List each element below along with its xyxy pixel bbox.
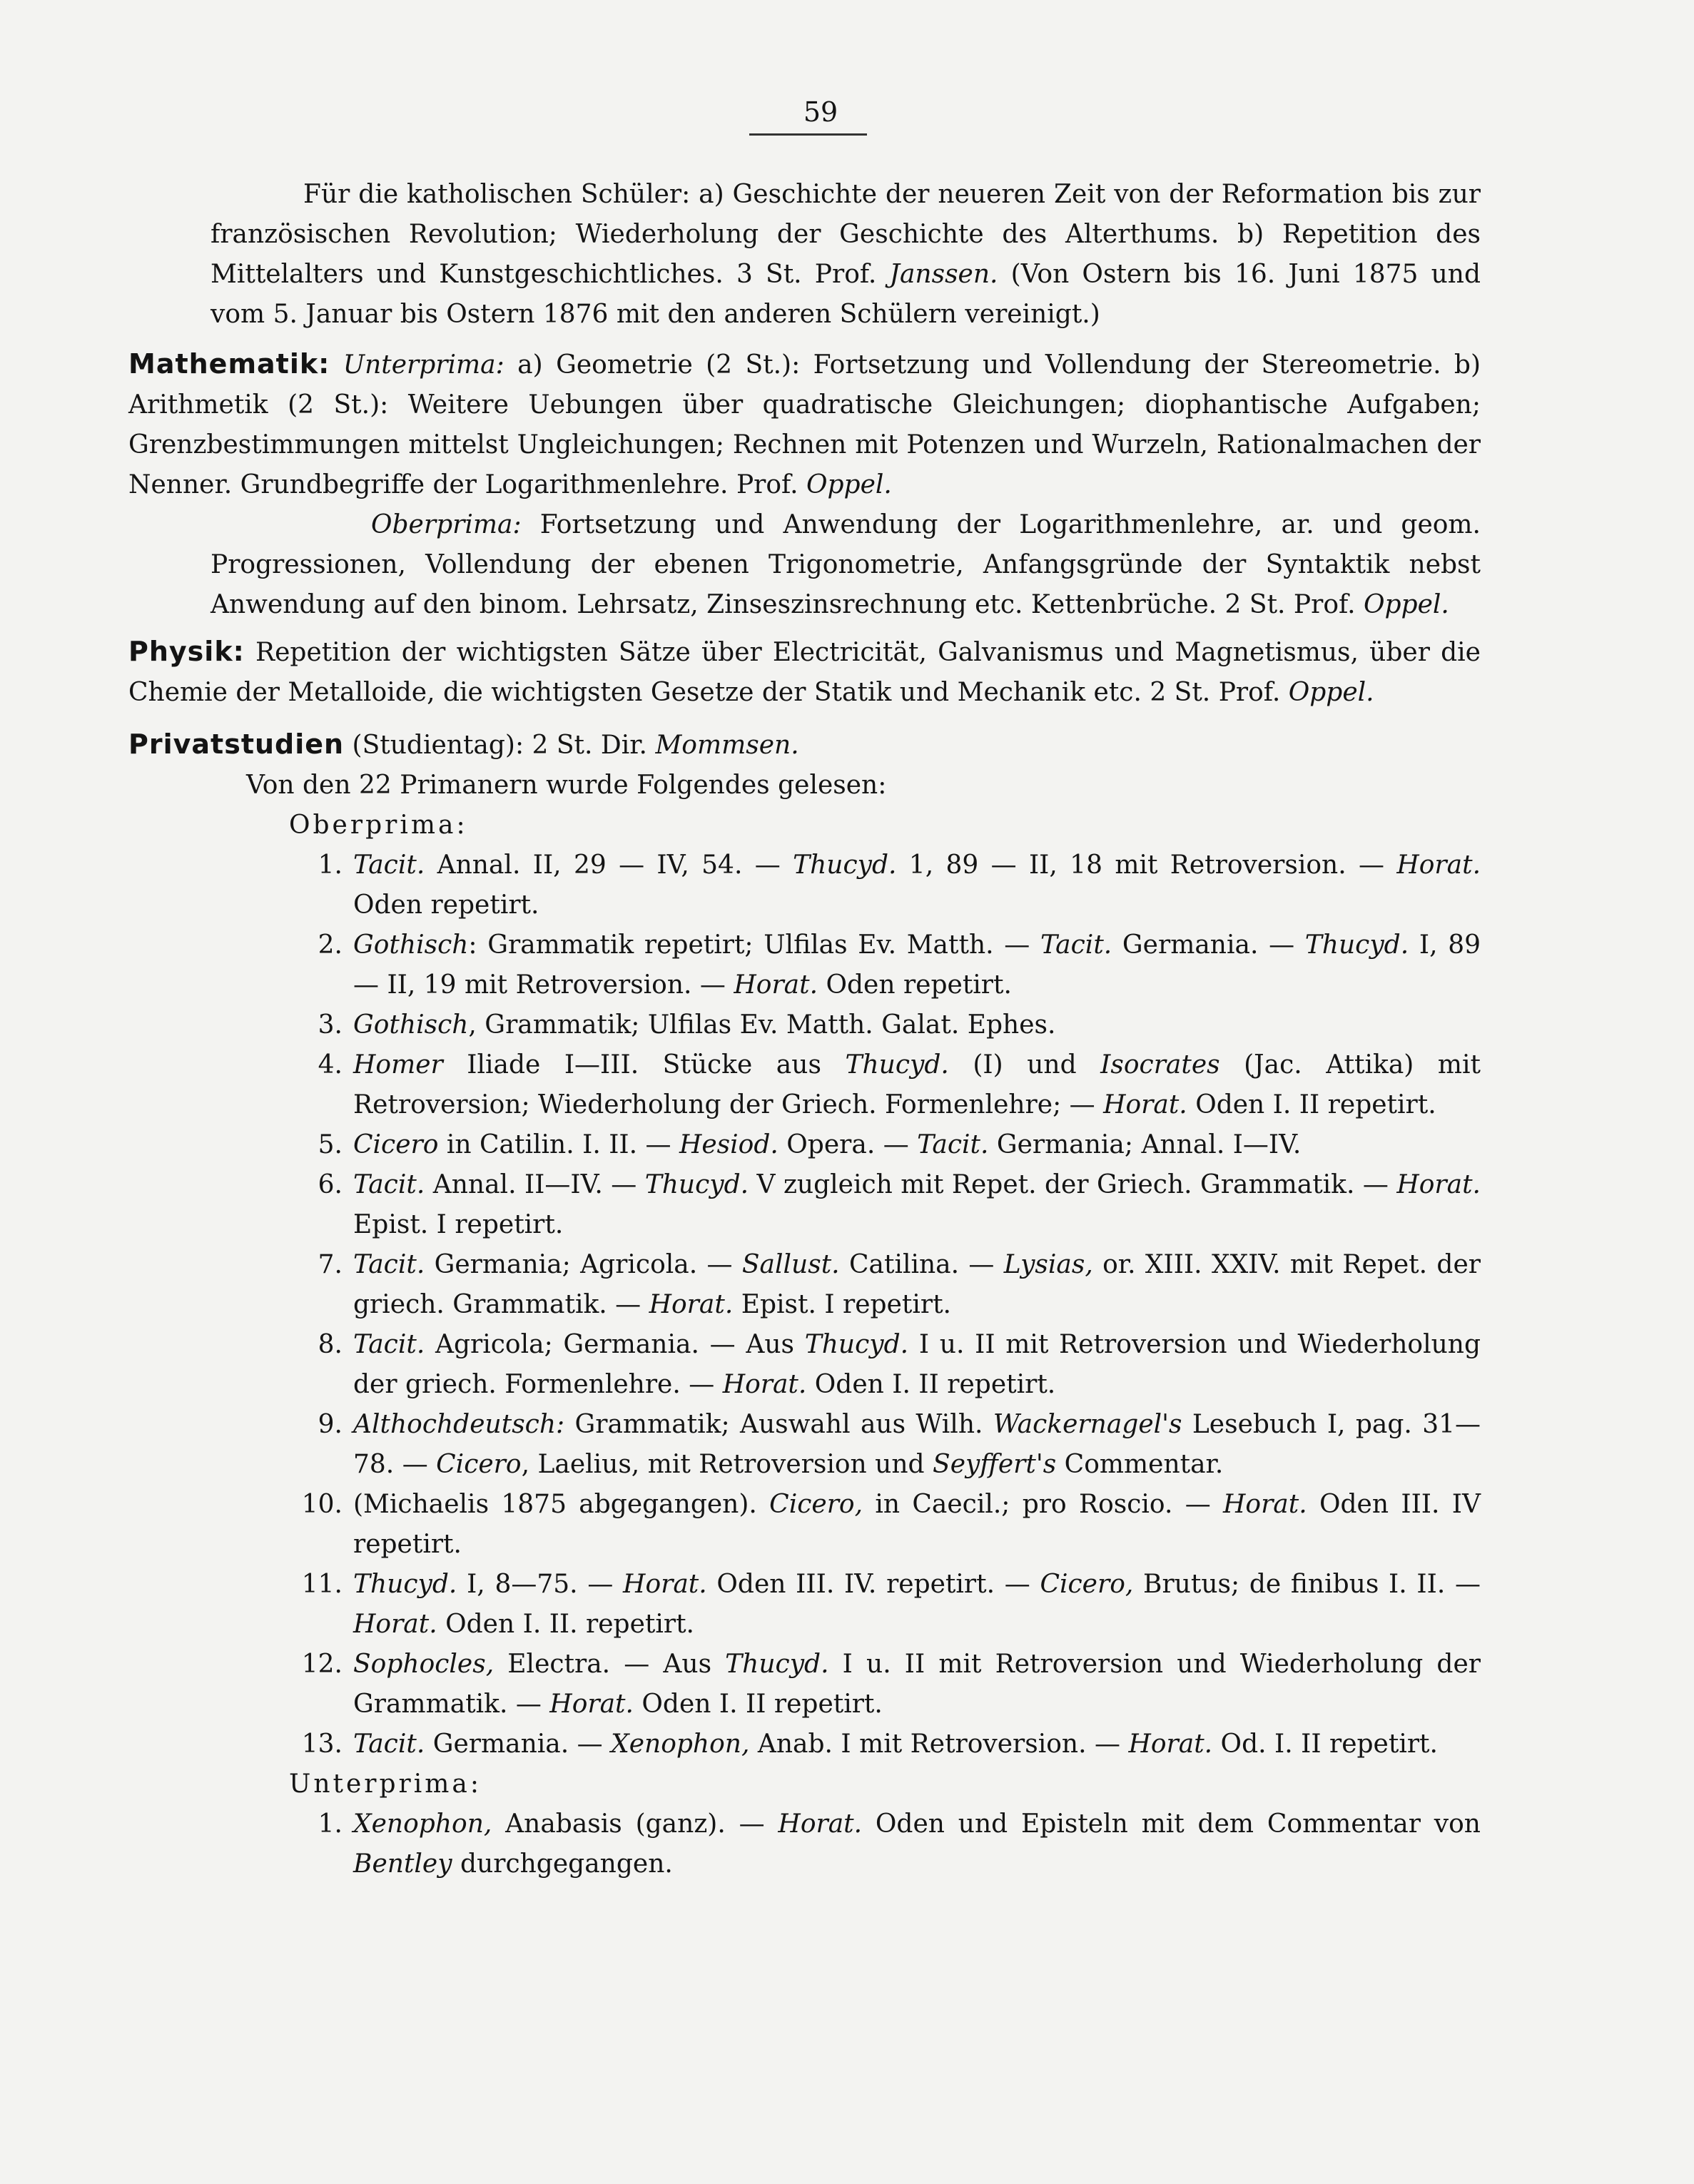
- oberprima-item-text: I u. II mit Retroversion und Wiederholung der Grammatik. —: [353, 1650, 1481, 1719]
- oberprima-item-text: V zugleich mit Repet. der Griech. Grammatik. —: [749, 1170, 1397, 1199]
- oberprima-item-text: Od. I. II repetirt.: [1212, 1730, 1438, 1759]
- oberprima-author-ref: Cicero: [353, 1130, 439, 1159]
- oberprima-author-ref: Horat.: [1103, 1090, 1187, 1119]
- physik-teacher: Oppel.: [1288, 678, 1374, 707]
- oberprima-item: [186, 1325, 1481, 1405]
- oberprima-author-ref: Horat.: [1396, 1170, 1481, 1199]
- unterprima-label: Unterprima:: [289, 1769, 482, 1799]
- math-unterprima-label: Unterprima:: [343, 350, 504, 380]
- physik-heading: Physik:: [128, 636, 245, 667]
- math-oberprima-text: Fortsetzung und Anwendung der Logarithmenlehre, ar. und geom. Progressionen, Vollendung der ebenen Trigonometrie, Anfangsgründe der Syntaktik nebst Anwendung auf den binom. Lehrsatz, Zinseszinsrechnung etc. Kettenbrüche. 2 St. Prof.: [211, 510, 1481, 619]
- unterprima-item-text: Oden und Episteln mit dem Commentar von: [862, 1809, 1481, 1839]
- oberprima-item-text: I, 8—75. —: [457, 1570, 624, 1599]
- oberprima-item: [186, 1405, 1481, 1485]
- oberprima-author-ref: Thucyd.: [353, 1570, 457, 1599]
- privat-paragraph: [128, 724, 1481, 766]
- oberprima-item-number: 9.: [318, 1410, 343, 1439]
- section-mathematik: [128, 344, 1481, 625]
- oberprima-author-ref: Thucyd.: [804, 1330, 909, 1359]
- oberprima-author-ref: Cicero: [436, 1450, 522, 1479]
- oberprima-item-text: Annal. II—IV. —: [425, 1170, 645, 1199]
- oberprima-author-ref: Thucyd.: [644, 1170, 749, 1199]
- oberprima-item: [186, 925, 1481, 1005]
- oberprima-item-text: : Grammatik repetirt; Ulfilas Ev. Matth. —: [468, 930, 1040, 960]
- unterprima-item-text: durchgegangen.: [452, 1849, 673, 1879]
- oberprima-item: [186, 1005, 1481, 1045]
- oberprima-item-text: or. XIII. XXIV. mit Repet. der griech. Grammatik. —: [353, 1250, 1481, 1319]
- oberprima-author-ref: Horat.: [1223, 1490, 1307, 1519]
- oberprima-item: [186, 1245, 1481, 1325]
- oberprima-item: [186, 845, 1481, 925]
- section-physik: [128, 631, 1481, 713]
- oberprima-item-text: Epist. I repetirt.: [733, 1290, 952, 1319]
- oberprima-item-text: Epist. I repetirt.: [353, 1210, 564, 1239]
- physik-paragraph: [128, 631, 1481, 713]
- oberprima-author-ref: Sophocles,: [353, 1650, 494, 1679]
- oberprima-item-number: 10.: [301, 1490, 343, 1519]
- oberprima-author-ref: Tacit.: [353, 1250, 425, 1279]
- oberprima-item-text: Grammatik; Auswahl aus Wilh.: [564, 1410, 993, 1439]
- oberprima-item: [186, 1725, 1481, 1764]
- oberprima-item-text: Oden III. IV repetirt.: [353, 1490, 1481, 1559]
- oberprima-item-number: 4.: [318, 1050, 343, 1080]
- oberprima-item-text: 1, 89 — II, 18 mit Retroversion. —: [896, 850, 1397, 880]
- oberprima-item-text: Electra. — Aus: [494, 1650, 726, 1679]
- oberprima-item-text: in Catilin. I. II. —: [438, 1130, 679, 1159]
- unterprima-author-ref: Xenophon,: [353, 1809, 492, 1839]
- oberprima-item-text: (Jac. Attika) mit Retroversion; Wiederholung der Griech. Formenlehre; —: [353, 1050, 1481, 1119]
- oberprima-author-ref: Tacit.: [1040, 930, 1112, 960]
- unterprima-author-ref: Horat.: [778, 1809, 863, 1839]
- oberprima-label: Oberprima:: [289, 811, 468, 840]
- oberprima-author-ref: Horat.: [549, 1690, 634, 1719]
- oberprima-author-ref: Horat.: [734, 970, 818, 1000]
- oberprima-item-text: Oden III. IV. repetirt. —: [706, 1570, 1040, 1599]
- oberprima-author-ref: Thucyd.: [725, 1650, 829, 1679]
- unterprima-item: [186, 1804, 1481, 1884]
- oberprima-item-text: Oden I. II repetirt.: [1187, 1090, 1436, 1119]
- oberprima-item-text: Oden I. II repetirt.: [633, 1690, 883, 1719]
- unterprima-item-number: 1.: [318, 1809, 343, 1839]
- section-catholic-students: [211, 175, 1481, 335]
- oberprima-author-ref: Hesiod.: [679, 1130, 778, 1159]
- oberprima-author-ref: Tacit.: [353, 1170, 425, 1199]
- physik-text: Repetition der wichtigsten Sätze über Electricität, Galvanismus und Magnetismus, über die Chemie der Metalloide, die wichtigsten Gesetze der Statik und Mechanik etc. 2 St. Prof.: [128, 638, 1481, 707]
- oberprima-item-text: Lesebuch I, pag. 31—78. —: [353, 1410, 1481, 1479]
- oberprima-item-text: Oden I. II repetirt.: [806, 1370, 1056, 1399]
- page-number-underline: [749, 133, 867, 136]
- catholic-label: Für die katholischen Schüler:: [303, 180, 691, 209]
- oberprima-author-ref: Cicero,: [1040, 1570, 1134, 1599]
- privat-teacher: Mommsen.: [655, 731, 799, 760]
- math-unterprima-text: a) Geometrie (2 St.): Fortsetzung und Vollendung der Stereometrie. b) Arithmetik (2 St.): Weitere Uebungen über quadratische Gleichungen; diophantische Aufgaben; Grenzbestimmungen mittelst Ungleichungen; Rechnen mit Potenzen und Wurzeln, Rationalmachen der Nenner. Grundbegriffe der Logarithmenlehre. Prof.: [128, 350, 1481, 499]
- oberprima-item-number: 3.: [318, 1010, 343, 1040]
- math-oberprima-teacher: Oppel.: [1363, 590, 1449, 619]
- oberprima-author-ref: Horat.: [722, 1370, 807, 1399]
- catholic-note: (Von Ostern bis 16. Juni 1875 und vom 5. Januar bis Ostern 1876 mit den anderen Schülern vereinigt.): [211, 260, 1481, 329]
- oberprima-item: [186, 1645, 1481, 1725]
- oberprima-author-ref: Horat.: [623, 1570, 707, 1599]
- oberprima-item-text: Iliade I—III. Stücke aus: [442, 1050, 846, 1080]
- math-oberprima-paragraph: [211, 505, 1481, 625]
- oberprima-item-number: 8.: [318, 1330, 343, 1359]
- oberprima-item-text: , Grammatik; Ulfilas Ev. Matth. Galat. Ephes.: [468, 1010, 1056, 1040]
- oberprima-author-ref: Isocrates: [1100, 1050, 1220, 1080]
- privat-text: (Studientag): 2 St. Dir.: [352, 731, 647, 760]
- oberprima-item-text: Brutus; de finibus I. II. —: [1133, 1570, 1481, 1599]
- oberprima-item-number: 7.: [318, 1250, 343, 1279]
- oberprima-item: [186, 1165, 1481, 1245]
- oberprima-item-number: 12.: [301, 1650, 343, 1679]
- section-privatstudien: [128, 724, 1481, 1884]
- unterprima-reading-list: [128, 1804, 1481, 1884]
- oberprima-item: [186, 1125, 1481, 1165]
- oberprima-author-ref: Thucyd.: [845, 1050, 949, 1080]
- oberprima-item-text: , Laelius, mit Retroversion und: [521, 1450, 933, 1479]
- math-oberprima-label: Oberprima:: [371, 510, 522, 539]
- unterprima-author-ref: Bentley: [353, 1849, 452, 1879]
- oberprima-item-text: Oden repetirt.: [353, 890, 539, 920]
- math-heading: Mathematik:: [128, 348, 330, 380]
- oberprima-item-text: Oden I. II. repetirt.: [437, 1610, 694, 1639]
- oberprima-item: [186, 1045, 1481, 1125]
- oberprima-item-number: 13.: [301, 1730, 343, 1759]
- catholic-teacher: Janssen.: [889, 260, 998, 289]
- math-unterprima-teacher: Oppel.: [806, 470, 892, 499]
- catholic-text: a) Geschichte der neueren Zeit von der Reformation bis zur französischen Revolution; Wiederholung der Geschichte des Alterthums. b) Repetition des Mittelalters und Kunstgeschichtliches. 3 St. Prof.: [211, 180, 1481, 289]
- privat-heading: Privatstudien: [128, 728, 345, 760]
- unterprima-item-text: Anabasis (ganz). —: [492, 1809, 778, 1839]
- oberprima-item-text: I u. II mit Retroversion und Wiederholung der griech. Formenlehre. —: [353, 1330, 1481, 1399]
- oberprima-item: [186, 1565, 1481, 1645]
- oberprima-item-text: Opera. —: [778, 1130, 918, 1159]
- oberprima-author-ref: Gothisch: [353, 1010, 469, 1040]
- oberprima-author-ref: Seyffert's: [933, 1450, 1057, 1479]
- page-number: 59: [803, 96, 838, 128]
- oberprima-item-number: 11.: [301, 1570, 343, 1599]
- oberprima-author-ref: Tacit.: [353, 850, 425, 880]
- oberprima-author-ref: Sallust.: [741, 1250, 840, 1279]
- oberprima-author-ref: Horat.: [1396, 850, 1481, 880]
- oberprima-author-ref: Tacit.: [353, 1330, 425, 1359]
- oberprima-item-number: 5.: [318, 1130, 343, 1159]
- oberprima-author-ref: Horat.: [1128, 1730, 1213, 1759]
- oberprima-author-ref: Wackernagel's: [993, 1410, 1182, 1439]
- oberprima-item-text: in Caecil.; pro Roscio. —: [863, 1490, 1224, 1519]
- oberprima-author-ref: Tacit.: [917, 1130, 989, 1159]
- oberprima-author-ref: Gothisch: [353, 930, 469, 960]
- oberprima-author-ref: Thucyd.: [793, 850, 897, 880]
- oberprima-item-number: 6.: [318, 1170, 343, 1199]
- oberprima-item-text: Germania. —: [425, 1730, 612, 1759]
- oberprima-item-text: Germania; Annal. I—IV.: [988, 1130, 1302, 1159]
- math-unterprima-paragraph: [128, 344, 1481, 505]
- oberprima-item: [186, 1485, 1481, 1565]
- oberprima-item-text: I, 89 — II, 19 mit Retroversion. —: [353, 930, 1481, 1000]
- oberprima-item-text: (Michaelis 1875 abgegangen).: [353, 1490, 770, 1519]
- oberprima-item-text: Germania. —: [1112, 930, 1305, 960]
- oberprima-item-text: Agricola; Germania. — Aus: [425, 1330, 805, 1359]
- oberprima-item-text: (I) und: [948, 1050, 1101, 1080]
- oberprima-item-number: 2.: [318, 930, 343, 960]
- catholic-paragraph: [211, 175, 1481, 335]
- oberprima-item-text: Annal. II, 29 — IV, 54. —: [425, 850, 793, 880]
- oberprima-author-ref: Horat.: [649, 1290, 734, 1319]
- oberprima-item-text: Commentar.: [1056, 1450, 1224, 1479]
- oberprima-item-text: Catilina. —: [839, 1250, 1004, 1279]
- oberprima-reading-list: [128, 845, 1481, 1764]
- oberprima-author-ref: Althochdeutsch:: [353, 1410, 565, 1439]
- oberprima-author-ref: Homer: [353, 1050, 443, 1080]
- oberprima-author-ref: Xenophon,: [611, 1730, 750, 1759]
- oberprima-author-ref: Thucyd.: [1304, 930, 1409, 960]
- oberprima-author-ref: Horat.: [353, 1610, 437, 1639]
- oberprima-item-number: 1.: [318, 850, 343, 880]
- oberprima-item-text: Germania; Agricola. —: [425, 1250, 742, 1279]
- oberprima-author-ref: Lysias,: [1003, 1250, 1093, 1279]
- oberprima-author-ref: Tacit.: [353, 1730, 425, 1759]
- oberprima-item-text: Oden repetirt.: [818, 970, 1012, 1000]
- oberprima-author-ref: Cicero,: [769, 1490, 863, 1519]
- oberprima-item-text: Anab. I mit Retroversion. —: [749, 1730, 1129, 1759]
- reading-intro: Von den 22 Primanern wurde Folgendes gelesen:: [246, 771, 887, 800]
